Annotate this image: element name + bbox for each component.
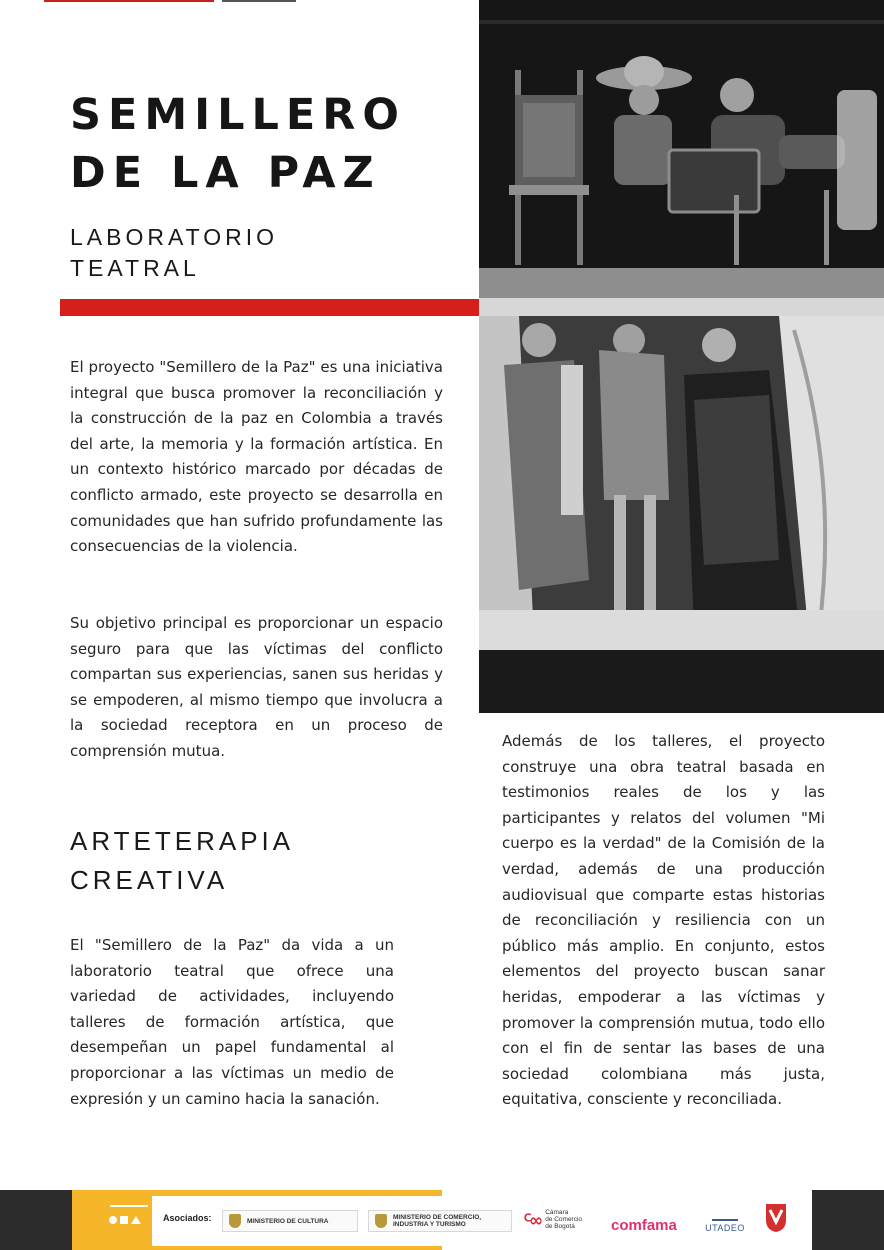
logo-univalle: [764, 1202, 788, 1234]
lab-paragraph: El "Semillero de la Paz" da vida a un laboratorio teatral que ofrece una variedad de actividades, incluyendo talleres de formación artística, que desempeñan un papel fundamental al proporcionar a las víctimas un medio de expresión y un camino hacia la sanación.: [70, 936, 394, 1108]
logo-comfama: comfama: [611, 1217, 677, 1234]
logo-ministerio-cultura-label: MINISTERIO DE CULTURA: [247, 1217, 329, 1225]
objective-paragraph: Su objetivo principal es proporcionar un espacio seguro para que las víctimas del conflicto compartan sus experiencias, sanen sus heridas y se empoderen, al mismo tiempo que involucra a la sociedad receptora en un proceso de comprensión mutua.: [70, 614, 443, 760]
footer-shapes-icon: [109, 1216, 141, 1224]
logo-ministerio-comercio: [368, 1210, 512, 1232]
page-title: [70, 86, 406, 202]
utadeo-mark-icon: [712, 1209, 738, 1221]
red-accent-bar: [60, 299, 480, 316]
title-line-2: DE LA PAZ: [70, 148, 381, 198]
theatre-photo: [479, 0, 884, 713]
title-line-1: SEMILLERO: [70, 90, 406, 140]
asociados-label: Asociados:: [163, 1213, 212, 1223]
play-paragraph: Además de los talleres, el proyecto construye una obra teatral basada en testimonios reales de los y las participantes y relatos del volumen "Mi cuerpo es la verdad" de la Comisión de la verdad, además de una producción audiovisual que comparte estas historias de reconciliación y resiliencia con un público más amplio. En conjunto, estos elementos del proyecto buscan sanar heridas, empoderar a las víctimas y promover la comprensión mutua, todo ello con el fin de sentar las bases de una sociedad colombiana más justa, equitativa, consciente y reconciliada.: [502, 732, 825, 1109]
logo-ministerio-cultura: [222, 1210, 358, 1232]
logo-ministerio-comercio-label: [393, 1214, 481, 1228]
logo-ministerio-comercio-line-2: INDUSTRIA Y TURISMO: [393, 1221, 466, 1228]
subtitle-line-2: TEATRAL: [70, 255, 200, 281]
footer-line-icon: [110, 1205, 148, 1207]
footer-dark-left: [0, 1190, 72, 1250]
section-title-line-2: CREATIVA: [70, 865, 229, 895]
top-dark-line: [222, 0, 296, 2]
camara-line-3: de Bogotá: [545, 1223, 575, 1230]
triangle-icon: [131, 1216, 141, 1224]
section-title-line-1: ARTETERAPIA: [70, 826, 295, 856]
coat-of-arms-icon: [229, 1214, 241, 1228]
top-red-line: [44, 0, 214, 2]
section-title: [70, 822, 294, 900]
subtitle-line-1: LABORATORIO: [70, 224, 279, 250]
logo-camara-comercio: [524, 1208, 582, 1231]
footer-dark-right: [812, 1190, 884, 1250]
coat-of-arms-icon: [375, 1214, 387, 1228]
camara-text: [545, 1209, 582, 1230]
intro-paragraph: El proyecto "Semillero de la Paz" es una iniciativa integral que busca promover la reconciliación y la construcción de la paz en Colombia a través del arte, la memoria y la formación artística. En un contexto histórico marcado por décadas de conflicto armado, este proyecto se desarrolla en comunidades que han sufrido profundamente las consecuencias de la violencia.: [70, 358, 443, 556]
camara-line-2: de Comercio: [545, 1216, 583, 1223]
square-icon: [120, 1216, 128, 1224]
camara-mark-icon: ꟲ∞: [524, 1211, 542, 1231]
logo-utadeo: [704, 1209, 746, 1233]
camara-line-1: Cámara: [545, 1209, 569, 1216]
circle-icon: [109, 1216, 117, 1224]
logo-ministerio-comercio-line-1: MINISTERIO DE COMERCIO,: [393, 1214, 482, 1221]
page-subtitle: [70, 222, 278, 284]
utadeo-label: UTADEO: [705, 1223, 745, 1233]
